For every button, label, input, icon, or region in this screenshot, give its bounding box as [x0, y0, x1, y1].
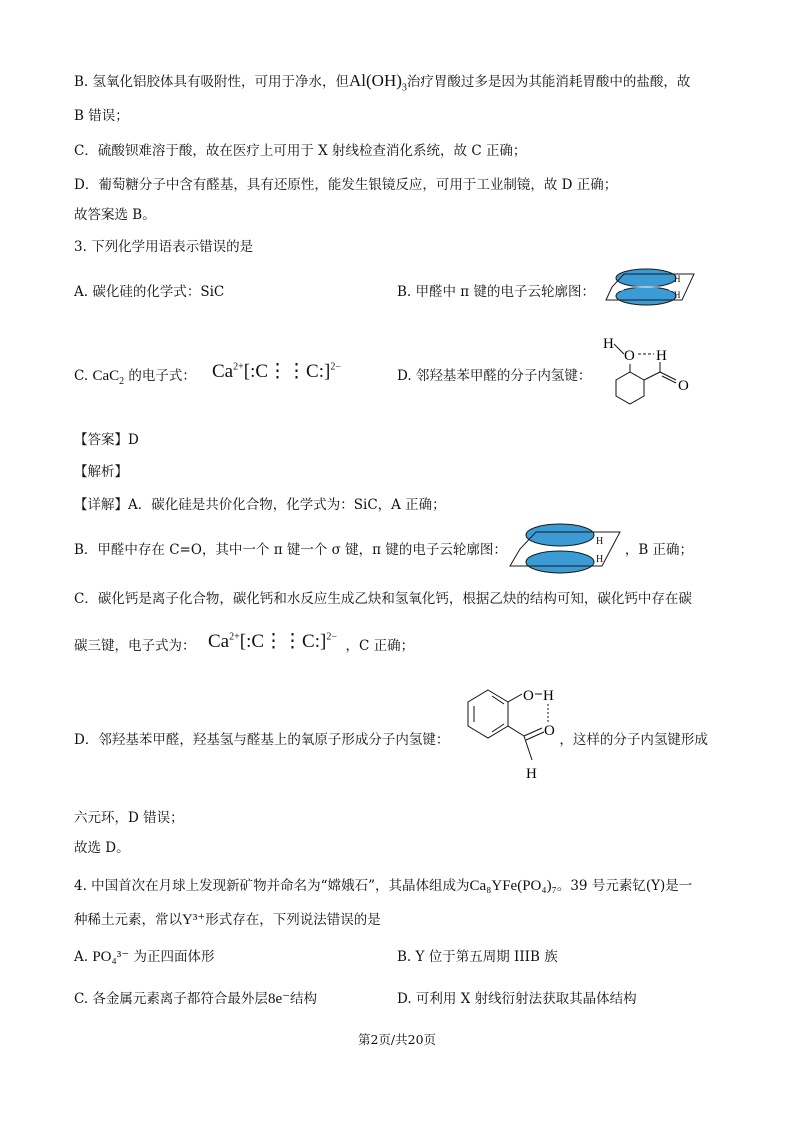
para-d: D．葡萄糖分子中含有醛基，具有还原性，能发生银镜反应，可用于工业制镜，故 D 正确； — [74, 177, 618, 193]
svg-text:C: C — [586, 545, 593, 556]
q3-detail-b: B．甲醛中存在 C=O，其中一个 π 键一个 σ 键，π 键的电子云轮廓图： ，B 正确； — [74, 542, 694, 558]
svg-text:O: O — [528, 545, 536, 556]
q3-option-a: A. 碳化硅的化学式：SiC — [74, 284, 225, 300]
svg-text:O: O — [544, 723, 555, 739]
svg-text:H: H — [596, 536, 604, 547]
phosphate-ion: PO₄³⁻ — [92, 949, 130, 965]
atom-c: C — [668, 283, 675, 293]
svg-text:H: H — [596, 554, 604, 565]
pi-lobe-top — [616, 269, 676, 287]
q4-stem-line1: 4. 中国首次在月球上发现新矿物并命名为“嫦娥石”，其晶体组成为Ca₈YFe(PO₄)₇。39 号元素钇(Y)是一 — [74, 878, 693, 894]
aloh3-formula: $Al(OH)_3$ — [349, 71, 407, 94]
pi-orbital-diagram-small — [598, 266, 698, 306]
pi-lobe-top — [526, 524, 594, 546]
para-b-line2: B 错误； — [74, 108, 129, 124]
q3-detail-d-line2: 六元环，D 错误； — [74, 810, 184, 826]
q3-detail-a: 【详解】A．碳化硅是共价化合物，化学式为：SiC，A 正确； — [74, 497, 446, 513]
q3-stem: 3. 下列化学用语表示错误的是 — [74, 239, 254, 255]
q4-option-a: A. PO₄³⁻ 为正四面体形 — [74, 949, 215, 965]
page-footer: 第2页/共20页 — [357, 1032, 437, 1047]
pi-lobe-bottom — [616, 287, 676, 305]
svg-text:H: H — [603, 336, 614, 352]
atom-h2: H — [674, 290, 681, 300]
svg-text:O: O — [523, 688, 534, 704]
q3-detail-c-line1: C．碳化钙是离子化合物，碳化钙和水反应生成乙炔和氢氧化钙，根据乙炔的结构可知，碳化钙中存在碳 — [74, 591, 692, 607]
cac2-electron-formula-detail: $Ca^{2+}[:C⋮⋮C:]^{2-}$ — [208, 631, 337, 652]
svg-text:H: H — [656, 348, 667, 364]
q3-detail-c-line2: 碳三键，电子式为： ，C 正确； — [74, 638, 415, 654]
atom-o: O — [618, 283, 625, 293]
svg-text:O: O — [624, 348, 635, 364]
q4-option-c: C. 各金属元素离子都符合最外层8e⁻结构 — [74, 991, 318, 1007]
q3-analysis-label: 【解析】 — [74, 464, 128, 480]
q3-conclusion: 故选 D。 — [74, 840, 130, 856]
svg-text:H: H — [543, 688, 554, 704]
atom-h1: H — [674, 274, 681, 284]
q3-option-d: D. 邻羟基苯甲醛的分子内氢键： — [397, 368, 592, 384]
octet-electrons: 8e⁻ — [267, 991, 291, 1007]
q4-stem-line2: 种稀土元素，常以Y³⁺形式存在，下列说法错误的是 — [74, 912, 381, 928]
para-b-line1: B. 氢氧化铝胶体具有吸附性，可用于净水，但$Al(OH)_3$治疗胃酸过多是因为其能消耗胃酸中的盐酸，故 — [74, 71, 691, 94]
benzene-ring — [616, 372, 644, 404]
q4-option-d: D. 可利用 X 射线衍射法获取其晶体结构 — [397, 991, 637, 1007]
pi-lobe-bottom — [526, 551, 594, 573]
prev-answer: 故答案选 B。 — [74, 207, 156, 223]
q3-option-c: C. CaC$_2$ 的电子式： — [74, 368, 196, 387]
hydroxybenzaldehyde-structure-small — [600, 332, 710, 414]
svg-text:O: O — [678, 378, 689, 394]
q4-option-b: B. Y 位于第五周期 IIIB 族 — [397, 949, 558, 965]
q3-option-b: B. 甲醛中 π 键的电子云轮廓图： — [397, 284, 595, 300]
q3-detail-d-line1: D．邻羟基苯甲醛，羟基氢与醛基上的氧原子形成分子内氢键： ，这样的分子内氢键形成 — [74, 732, 708, 748]
cac2-electron-formula: $Ca^{2+}[:C⋮⋮C:]^{2-}$ — [212, 361, 341, 382]
y3-ion: Y³⁺ — [182, 912, 206, 928]
pi-orbital-diagram-large — [506, 520, 624, 580]
chang-e-stone-formula: Ca₈YFe(PO₄)₇ — [469, 878, 557, 894]
q3-answer: 【答案】D — [74, 432, 139, 448]
hydroxybenzaldehyde-structure-large — [458, 680, 570, 786]
para-c: C．硫酸钡难溶于酸，故在医疗上可用于 X 射线检查消化系统，故 C 正确； — [74, 143, 527, 159]
svg-text:H: H — [526, 766, 537, 782]
